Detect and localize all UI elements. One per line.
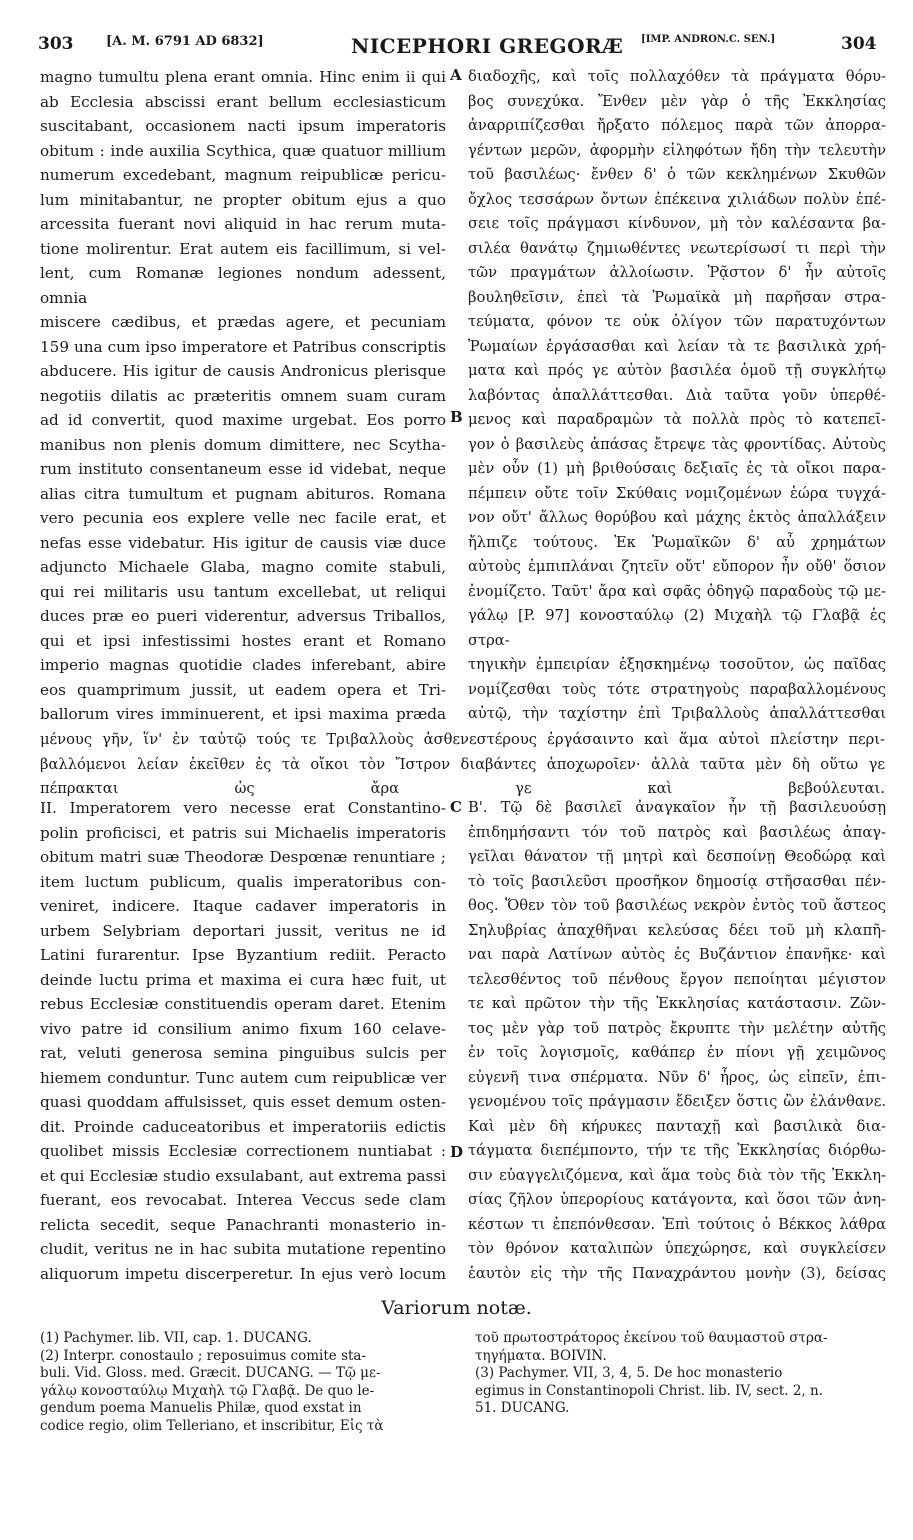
notes-heading: Variorum notæ. — [381, 1297, 532, 1319]
greek-column-section-c: Β'. Τῷ δὲ βασιλεῖ ἀναγκαῖον ἦν τῇ βασιλευούσῃ ἐπιδημήσαντι τόν τοῦ πατρὸς καὶ βασιλέως ἀπαγ- γεῖλαι θάνατον τῇ μητρὶ καὶ δεσποίνῃ Θεοδώρᾳ καὶ τὸ τοῖς βασιλεῦσι προσῆκον δημοσίᾳ στῆσασθαι πέν- θος. Ὅθεν τὸν τοῦ βασιλέως νεκρὸν ἐντὸς τοῦ ἄστεος Σηλυβρίας ἀπαχθῆναι κελεύσας δέει τοῦ μὴ κλαπῆ- ναι παρὰ Λατίνων αὐτὸς ἐς Βυζάντιον ἐπανῆκε· καὶ τελεσθέντος τοῦ πένθους ἔργον πεποίηται μέγιστον τε καὶ πρῶτον τὴν τῆς Ἐκκλησίας κατάστασιν. Ζῶν- τος μὲν γὰρ τοῦ πατρὸς ἔκρυπτε τὴν μελέτην αὐτῆς ἐν τοῖς λογισμοῖς, καθάπερ ἐν πίονι γῇ χειμῶνος εὐγενῆ τινα σπέρματα. Νῦν δ' ἦρος, ὡς εἰπεῖν, ἐπι- γενομένου τοῖς πράγμασιν ἔδειξεν ὅστις ὢν ἐλάνθανε. Καὶ μὲν δὴ κήρυκες πανταχῇ καὶ βασιλικὰ δια- τάγματα διεπέμποντο, τήν τε τῆς Ἐκκλησίας διόρθω- σιν εὐαγγελιζόμενα, καὶ ἅμα τοὺς διὰ τὸν τῆς Ἐκκλη- σίας ζῆλον ὑπερορίους κατάγοντα, καὶ ὅσοι τῶν ἀνη- κέστων τι ἐπεπόνθεσαν. Ἐπὶ τούτοις ὁ Βέκκος λάθρα τὸν θρόνον καταλιπὼν ὑπεχώρησε, καὶ συγκλείσεν ἑαυτὸν εἰς τὴν τῆς Παναχράντου μονὴν (3), δείσας — [468, 799, 886, 1282]
latin-column-section-a: magno tumultu plena erant omnia. Hinc enim ii qui ab Ecclesia abscissi erant bellum ecclesiasticum suscitabant, occasionem nacti ipsum imperatoris obitum : inde auxilia Scythica, quæ quatuor millium numerum excedebant, magnum reipublicæ pericu- lum minitabantur, ne propter obitum ejus a quo arcessita fuerant novi aliquid in hac rerum muta- tione molirentur. Erat autem eis facillimum, si vel- lent, cum Romanæ legiones nondum adessent, omnia miscere cædibus, et prædas agere, et pecuniam 159 una cum ipso imperatore et Patribus conscriptis abducere. His igitur de causis Andronicus plerisque negotiis dilatis ac præteritis omnem suam curam ad id convertit, quod maxime urgebat. Eos porro manibus non plenis domum dimittere, nec Scytha- rum instituto consentaneum esse id videbat, neque alias citra tumultum et pugnam abituros. Romana vero pecunia eos explere velle nec facile erat, et nefas esse videbatur. His igitur de causis viæ duce adjuncto Michaele Glaba, magno comite stabuli, qui rei militaris usu tantum excellebat, ut reliqui duces præ eo pueri viderentur, adversus Triballos, qui et ipsi infestissimi hostes erant et Romano imperio magnas quotidie clades inferebant, abire eos quamprimum jussit, ut eadem opera et Tri- ballorum vires imminuerent, et ipsi maxima præda — [40, 68, 446, 723]
page-number-left: 303 — [38, 34, 74, 54]
greek-column-section-a: διαδοχῆς, καὶ τοῖς πολλαχόθεν τὰ πράγματα θόρυ- βος συνεχύκα. Ἔνθεν μὲν γὰρ ὁ τῆς Ἐκκλησίας ἀναρριπίζεσθαι ἤρξατο πόλεμος παρὰ τῶν ἀπορρα- γέντων μερῶν, ἀφορμὴν εἰληφότων ἤδη τὴν τελευτὴν τοῦ βασιλέως· ἔνθεν δ' ὁ τῶν κεκλημένων Σκυθῶν ὄχλος τεσσάρων ὄντων ἐπέκεινα χιλιάδων πολὺν ἐπέ- σειε τοῖς πράγμασι κίνδυνον, μὴ τὸν καλέσαντα βα- σιλέα θανάτῳ ζημιωθέντες νεωτερίσωσί τι περὶ τὴν τῶν πραγμάτων ἀλλοίωσιν. Ῥᾷστον δ' ἦν αὐτοῖς βουληθεῖσιν, ἐπεὶ τὰ Ῥωμαϊκὰ μὴ παρῆσαν στρα- τεύματα, φόνον τε οὐκ ὀλίγον τῶν παρατυχόντων Ῥωμαίων ἐργάσασθαι καὶ λείαν τὰ τε βασιλικὰ χρή- ματα καὶ πρός γε αὐτὸν βασιλέα ὁμοῦ τῇ συγκλήτῳ λαβόντας ἀπαλλάττεσθαι. Διὰ ταῦτα γοῦν ὑπερθέ- μενος καὶ παραδραμὼν τὰ πολλὰ πρὸς τὸ κατεπεῖ- γον ὁ βασιλεὺς ἁπάσας ἔτρεψε τὰς φροντίδας. Αὐτοὺς μὲν οὖν (1) μὴ βριθούσαις δεξιαῖς ἐς τὰ οἴκοι παρα- πέμπειν οὔτε τοῖν Σκύθαις νομιζομένων ἑώρα τυγχά- νον οὔτ' ἄλλως θορύβου καὶ μάχης ἐκτὸς ἀπαλλάξειν ἤλπιζε τούτους. Ἐκ Ῥωμαϊκῶν δ' αὖ χρημάτων αὐτοὺς ἐμπιπλάναι ζητεῖν οὔτ' εὔπορον ἦν οὔθ' ὅσιον ἐνομίζετο. Ταῦτ' ἄρα καὶ σφᾶς ὁδηγῷ παραδοὺς τῷ με- γάλῳ [P. 97] κονοσταύλῳ (2) Μιχαὴλ τῷ Γλαβᾷ ἐς στρα- τηγικὴν ἐμπειρίαν ἐξησκημένῳ τοσοῦτον, ὡς παῖδας νομίζεσθαι τοὺς τότε στρατηγοὺς παραβαλλομένους αὐτῷ, τὴν ταχίστην ἐπὶ Τριβαλλοὺς ἀπαλλάττεσθαι — [468, 68, 886, 722]
page-number-right: 304 — [841, 34, 877, 54]
margin-marker-b: B — [450, 408, 463, 426]
date-range: [A. M. 6791 AD 6832] — [106, 34, 264, 49]
margin-marker-c: C — [450, 798, 462, 816]
reign-label: [IMP. ANDRON.C. SEN.] — [641, 34, 776, 45]
margin-marker-d: D — [450, 1143, 464, 1161]
footnotes-left: (1) Pachymer. lib. VII, cap. 1. DUCANG. (2) Interpr. conostaulo ; reposuimus comite sta- buli. Vid. Gloss. med. Græcit. DUCANG. — Τῷ με- γάλῳ κονοσταύλῳ Μιχαὴλ τῷ Γλαβᾷ. De quo le- gendum poema Manuelis Philæ, quod exstat in codice regio, olim Telleriano, et inscribitur, Εἰς τὰ — [40, 1330, 384, 1434]
greek-full-width-continuation: μένους γῆν, ἵν' ἐν ταὐτῷ τούς τε Τριβαλλοὺς ἀσθενεστέρους ἐργάσαιντο καὶ ἅμα αὐτοὶ πλείστην περι- βαλλόμενοι λείαν ἐκεῖθεν ἐς τὰ οἴκοι τὸν Ἴστρον διαβάντες ἀποχωροῖεν· ἀλλὰ ταῦτα μὲν δὴ οὕτω γε πέπρακται ὡς ἄρα γε καὶ βεβούλευται. — [40, 731, 885, 797]
footnotes-right: τοῦ πρωτοστράτορος ἐκείνου τοῦ θαυμαστοῦ στρα- τηγήματα. BOIVIN. (3) Pachymer. VII, 3, 4, 5. De hoc monasterio egimus in Constantinopoli Christ. lib. IV, sect. 2, n. 51. DUCANG. — [475, 1330, 828, 1417]
latin-column-section-c: II. Imperatorem vero necesse erat Constantino- polin proficisci, et patris sui Michaelis imperatoris obitum matri suæ Theodoræ Despœnæ renuntiare ; item luctum publicum, qualis imperatoribus con- veniret, indicere. Itaque cadaver imperatoris in urbem Selybriam deportari jussit, veritus ne id Latini furarentur. Ipse Byzantium rediit. Peracto deinde luctu prima et maxima ei cura hæc fuit, ut rebus Ecclesiæ constituendis operam daret. Etenim vivo patre id consilium animo fixum 160 celave- rat, veluti generosa semina pinguibus sulcis per hiemem conduntur. Tunc autem cum reipublicæ ver quasi quoddam affulsisset, quis esset demum osten- dit. Proinde caduceatoribus et imperatoriis edictis quolibet missis Ecclesiæ correctionem nuntiabat : et qui Ecclesiæ studio exsulabant, aut extrema passi fuerant, eos revocabat. Interea Veccus sede clam relicta secedit, seque Panachranti monasterio in- cludit, veritus ne in hac subita mutatione repentino aliquorum impetu discerperetur. In ejus verò locum — [40, 799, 446, 1283]
margin-marker-a: A — [450, 66, 462, 84]
work-title: NICEPHORI GREGORÆ — [351, 34, 624, 58]
running-header — [38, 34, 878, 58]
